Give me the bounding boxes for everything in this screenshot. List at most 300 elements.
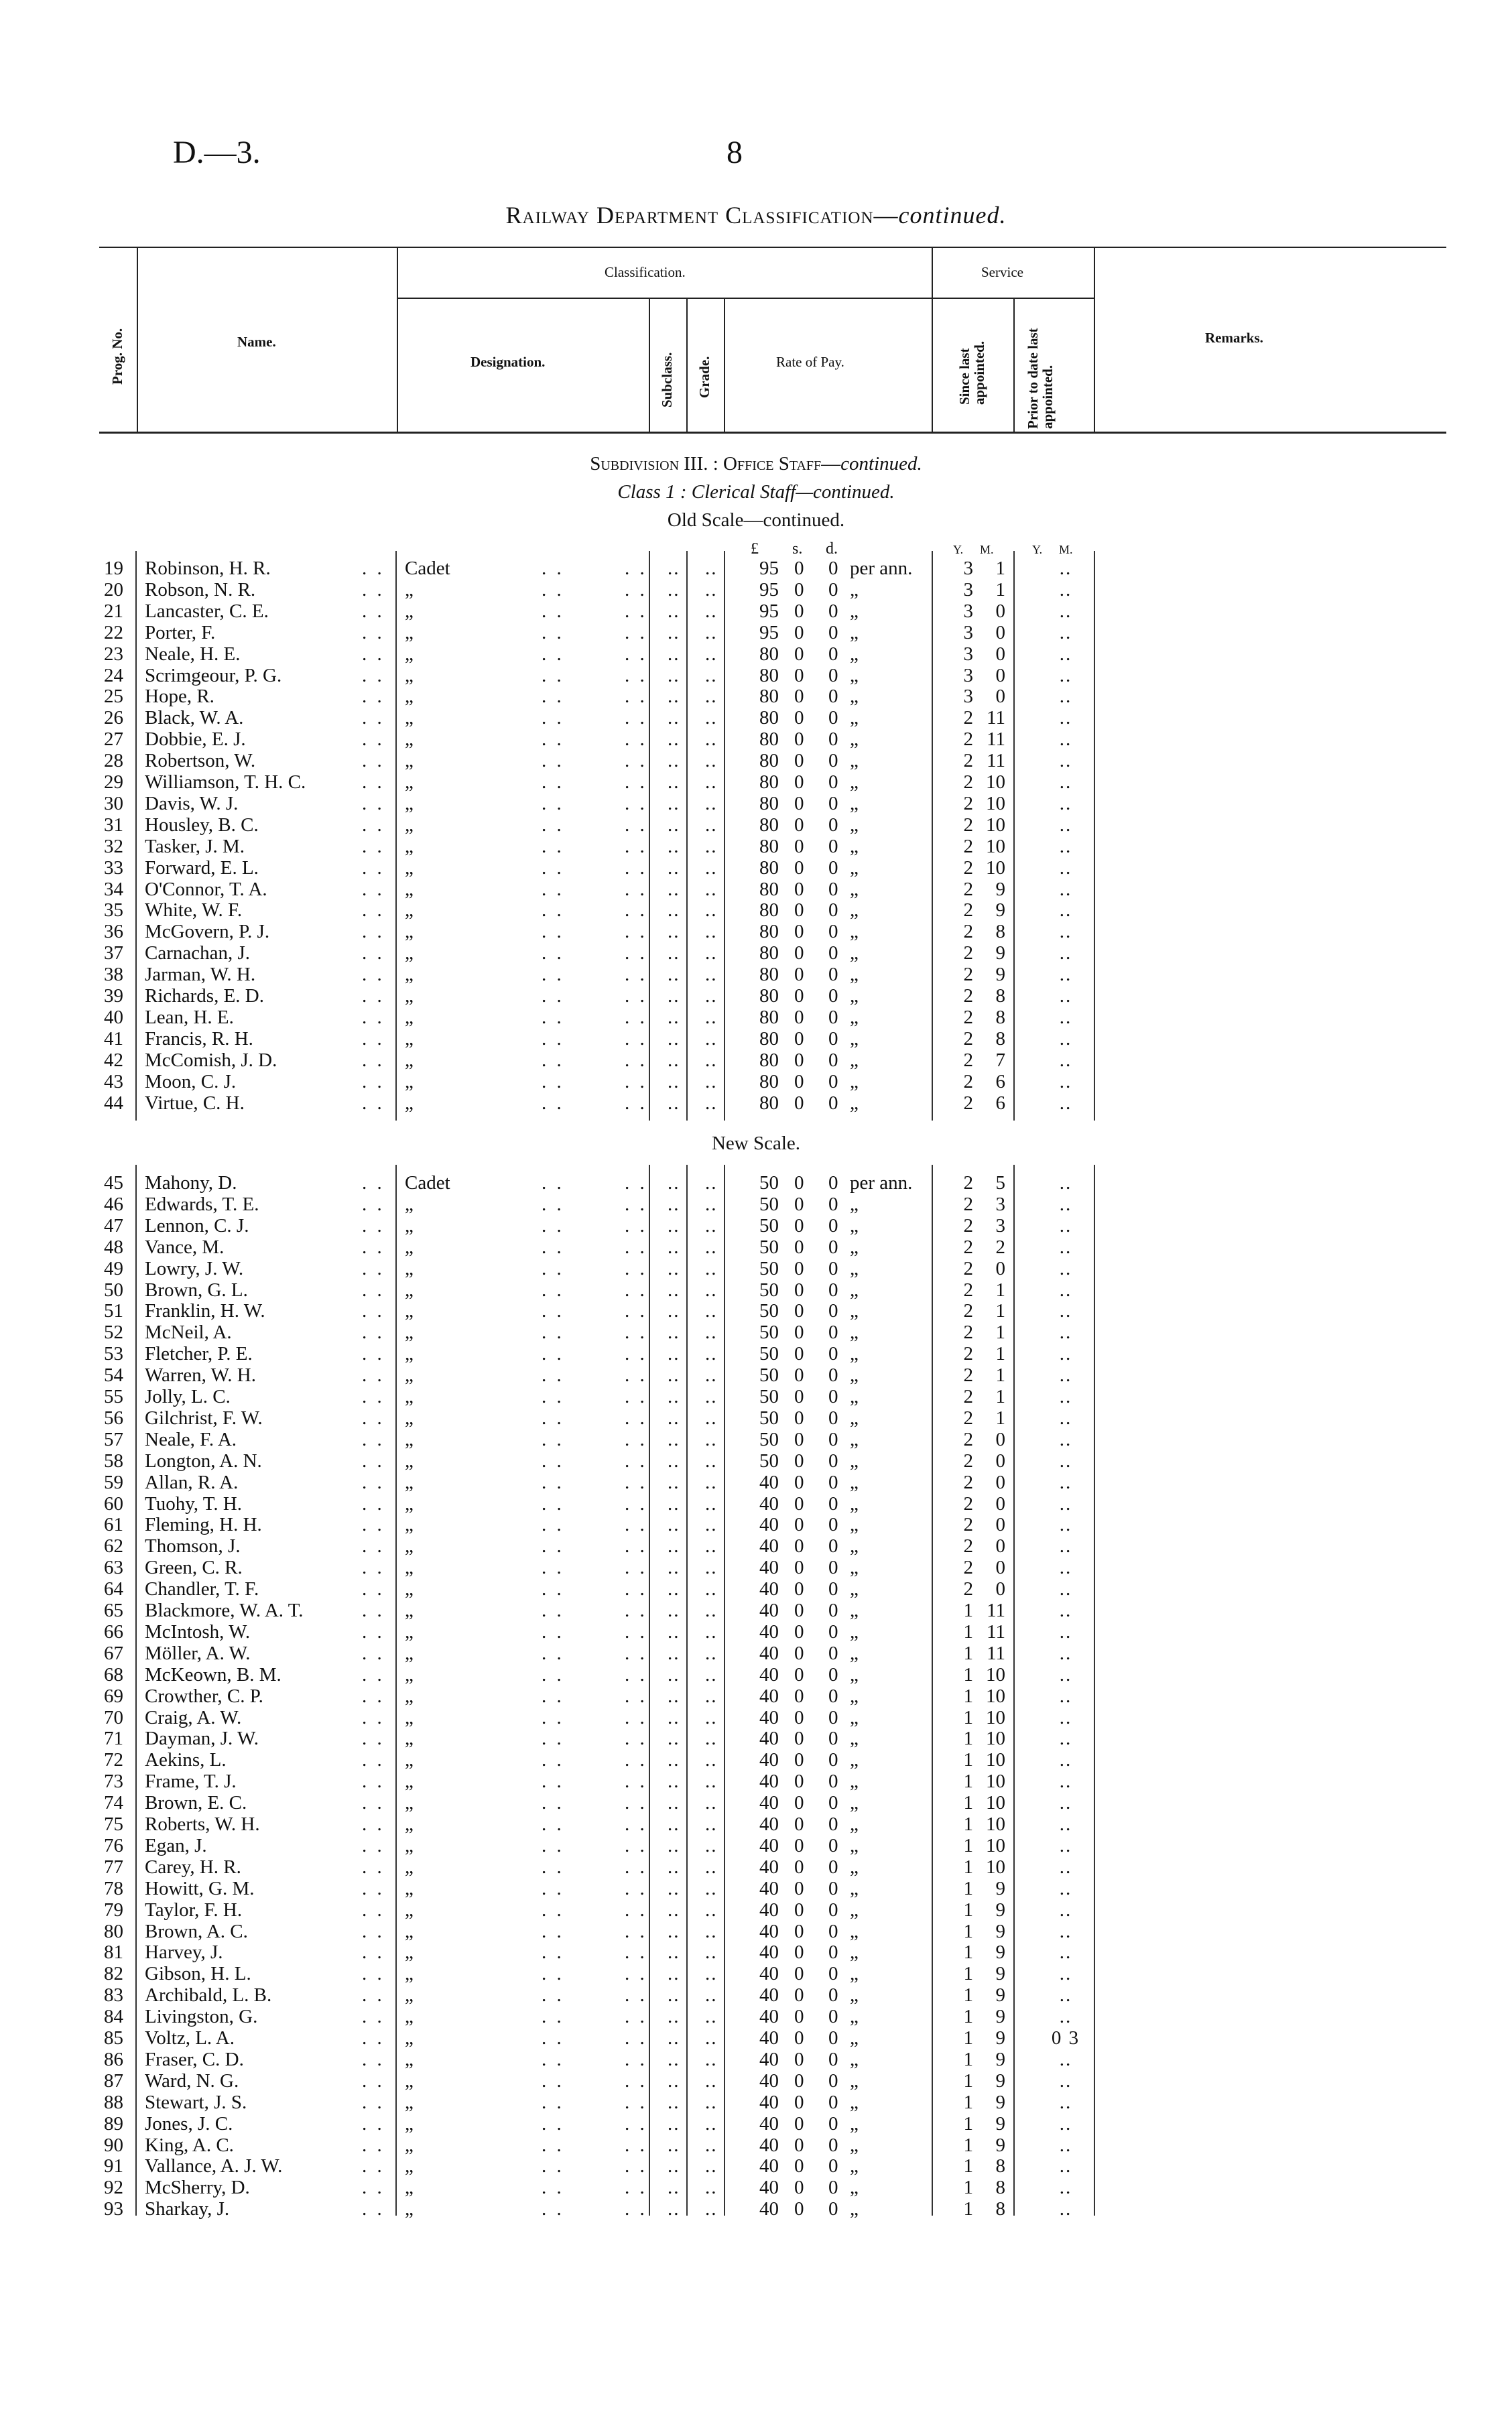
service-years: 2 [963, 707, 973, 729]
table-row [0, 1964, 1512, 1984]
leader-dots: .. [668, 600, 680, 622]
rate-pence: 0 [828, 899, 838, 922]
rate-shillings: 0 [794, 2027, 804, 2049]
prior-service: .. [1059, 1621, 1072, 1643]
prior-service: .. [1059, 1557, 1072, 1579]
prog-no: 89 [104, 2112, 123, 2135]
staff-name: Franklin, H. W. [145, 1300, 265, 1322]
service-months: 2 [995, 1236, 1005, 1258]
grade-header: Grade. [696, 356, 712, 398]
table-row [0, 1622, 1512, 1643]
leader-dots: . . [625, 686, 647, 708]
staff-name: Robson, N. R. [145, 578, 256, 600]
service-years: 1 [963, 1749, 973, 1771]
rate-shillings: 0 [794, 686, 804, 708]
staff-name: Williamson, T. H. C. [145, 771, 306, 793]
leader-dots: . . [625, 664, 647, 686]
prior-service: .. [1059, 1450, 1072, 1472]
rate-period: „ [850, 643, 859, 665]
service-years: 2 [963, 921, 973, 943]
page-title [0, 201, 1512, 229]
leader-dots: . . [362, 1600, 385, 1621]
leader-dots: .. [668, 1471, 680, 1493]
leader-dots: . . [625, 985, 647, 1007]
leader-dots: . . [625, 600, 647, 622]
staff-name: Craig, A. W. [145, 1706, 242, 1728]
rate-pence: 0 [828, 643, 838, 665]
leader-dots: .. [705, 621, 718, 643]
rate-shillings: 0 [794, 2134, 804, 2156]
designation: „ [405, 2070, 414, 2092]
prog-no: 41 [104, 1027, 123, 1050]
leader-dots: .. [705, 985, 718, 1007]
prior-service: .. [1059, 643, 1072, 665]
prog-no: 36 [104, 921, 123, 943]
rate-pounds: 40 [759, 1814, 779, 1835]
service-months: 11 [987, 728, 1005, 751]
rate-pence: 0 [828, 1386, 838, 1407]
rate-pounds: 40 [759, 1514, 779, 1536]
rate-pounds: 40 [759, 1492, 779, 1515]
service-years: 2 [963, 1450, 973, 1472]
leader-dots: . . [625, 1514, 647, 1536]
rate-period: „ [850, 1450, 859, 1472]
leader-dots: .. [705, 1006, 718, 1028]
leader-dots: . . [625, 707, 647, 729]
prior-service: .. [1059, 1006, 1072, 1028]
rate-period: „ [850, 2155, 859, 2177]
designation: „ [405, 1920, 414, 1942]
leader-dots: . . [625, 2091, 647, 2113]
leader-dots: . . [625, 2134, 647, 2156]
leader-dots: .. [668, 964, 680, 986]
staff-name: Sharkay, J. [145, 2198, 230, 2220]
leader-dots: . . [542, 664, 564, 686]
designation: „ [405, 1027, 414, 1050]
leader-dots: .. [705, 600, 718, 622]
rate-pence: 0 [828, 1685, 838, 1707]
leader-dots: .. [705, 1600, 718, 1621]
rate-pounds: 40 [759, 1877, 779, 1899]
prog-no: 29 [104, 771, 123, 793]
rate-pounds: 80 [759, 1049, 779, 1071]
prog-no: 59 [104, 1471, 123, 1493]
prog-no: 75 [104, 1814, 123, 1835]
rate-period: per ann. [850, 1172, 913, 1194]
service-months: 1 [995, 578, 1005, 600]
staff-name: Taylor, F. H. [145, 1899, 243, 1921]
leader-dots: . . [362, 1300, 385, 1322]
rate-pounds: 40 [759, 1471, 779, 1493]
designation: „ [405, 2048, 414, 2070]
service-months: 10 [986, 1706, 1005, 1728]
rate-pence: 0 [828, 2112, 838, 2135]
service-months: 1 [995, 1343, 1005, 1365]
leader-dots: .. [668, 707, 680, 729]
leader-dots: . . [625, 1557, 647, 1579]
prog-no: 78 [104, 1877, 123, 1899]
rate-period: „ [850, 1856, 859, 1878]
leader-dots: . . [625, 1600, 647, 1621]
service-years: 2 [963, 1236, 973, 1258]
service-years: 1 [963, 1877, 973, 1899]
rate-period: „ [850, 1685, 859, 1707]
service-months: 9 [995, 1920, 1005, 1942]
prog-no: 19 [104, 558, 123, 579]
leader-dots: .. [705, 1856, 718, 1878]
rate-shillings: 0 [794, 985, 804, 1007]
rate-pounds: 40 [759, 1728, 779, 1750]
leader-dots: . . [542, 1450, 564, 1472]
table-row [0, 2177, 1512, 2198]
table-row [0, 1900, 1512, 1921]
rate-shillings: 0 [794, 2155, 804, 2177]
rate-shillings: 0 [794, 1092, 804, 1114]
rate-period: „ [850, 707, 859, 729]
rate-shillings: 0 [794, 1257, 804, 1279]
rate-pence: 0 [828, 1642, 838, 1664]
leader-dots: . . [625, 1621, 647, 1643]
leader-dots: .. [668, 2091, 680, 2113]
service-years: 1 [963, 2091, 973, 2113]
staff-name: Roberts, W. H. [145, 1814, 260, 1835]
service-years: 2 [963, 750, 973, 772]
service-months: 9 [995, 1899, 1005, 1921]
leader-dots: .. [668, 2155, 680, 2177]
leader-dots: . . [362, 1492, 385, 1515]
rate-pounds: 40 [759, 1535, 779, 1558]
leader-dots: . . [362, 1049, 385, 1071]
service-months: 0 [995, 1450, 1005, 1472]
designation: „ [405, 707, 414, 729]
designation: „ [405, 1621, 414, 1643]
designation: „ [405, 985, 414, 1007]
leader-dots: .. [705, 1663, 718, 1686]
service-years: 1 [963, 2112, 973, 2135]
rate-period: „ [850, 2134, 859, 2156]
rate-shillings: 0 [794, 558, 804, 579]
rate-pounds: 80 [759, 707, 779, 729]
leader-dots: .. [668, 1006, 680, 1028]
table-row [0, 1836, 1512, 1856]
service-years: 1 [963, 1942, 973, 1964]
rate-period: „ [850, 621, 859, 643]
leader-dots: . . [625, 1407, 647, 1429]
rate-pence: 0 [828, 1049, 838, 1071]
service-years: 2 [963, 899, 973, 922]
service-years: 3 [963, 558, 973, 579]
designation: „ [405, 1578, 414, 1600]
prog-no: 30 [104, 792, 123, 814]
staff-name: Neale, H. E. [145, 643, 241, 665]
leader-dots: . . [542, 1428, 564, 1450]
leader-dots: .. [668, 1257, 680, 1279]
prog-no: 39 [104, 985, 123, 1007]
service-months: 10 [986, 771, 1005, 793]
rate-pence: 0 [828, 814, 838, 836]
service-years: 1 [963, 2198, 973, 2220]
leader-dots: . . [542, 1193, 564, 1215]
prior-service: .. [1059, 1428, 1072, 1450]
rate-shillings: 0 [794, 1492, 804, 1515]
rate-pounds: 80 [759, 728, 779, 751]
prog-no-header: Prog. No. [109, 328, 125, 385]
rate-pounds: 40 [759, 1963, 779, 1985]
rate-pence: 0 [828, 1942, 838, 1964]
leader-dots: .. [705, 558, 718, 579]
rate-pounds: 80 [759, 750, 779, 772]
title-main: Railway Department Classification— [505, 202, 899, 229]
prior-service: .. [1059, 942, 1072, 964]
leader-dots: .. [668, 1942, 680, 1964]
table-row [0, 1686, 1512, 1707]
leader-dots: . . [362, 1792, 385, 1814]
leader-dots: .. [668, 643, 680, 665]
page-header [0, 134, 1512, 188]
designation: „ [405, 1877, 414, 1899]
leader-dots: . . [542, 1049, 564, 1071]
service-months: 0 [995, 1578, 1005, 1600]
leader-dots: . . [625, 2048, 647, 2070]
rate-pence: 0 [828, 1070, 838, 1092]
rate-pence: 0 [828, 771, 838, 793]
rate-pounds: 40 [759, 1942, 779, 1964]
table-row [0, 1430, 1512, 1450]
staff-name: Gibson, H. L. [145, 1963, 251, 1985]
service-years: 2 [963, 1428, 973, 1450]
service-months: 0 [995, 1492, 1005, 1515]
table-row [0, 1643, 1512, 1664]
rate-period: „ [850, 2048, 859, 2070]
leader-dots: . . [625, 1172, 647, 1194]
leader-dots: . . [625, 856, 647, 879]
rate-pounds: 50 [759, 1428, 779, 1450]
service-years: 2 [963, 878, 973, 900]
leader-dots: .. [668, 750, 680, 772]
designation: „ [405, 2177, 414, 2199]
leader-dots: . . [542, 1386, 564, 1407]
leader-dots: . . [362, 2006, 385, 2028]
leader-dots: . . [542, 1963, 564, 1985]
rate-pence: 0 [828, 1492, 838, 1515]
table-row [0, 1408, 1512, 1429]
rate-pence: 0 [828, 2177, 838, 2199]
rate-shillings: 0 [794, 2112, 804, 2135]
service-years: 3 [963, 621, 973, 643]
rate-shillings: 0 [794, 600, 804, 622]
leader-dots: . . [362, 2177, 385, 2199]
leader-dots: . . [542, 1172, 564, 1194]
table-row [0, 665, 1512, 686]
leader-dots: . . [625, 1386, 647, 1407]
rate-pence: 0 [828, 2091, 838, 2113]
leader-dots: . . [362, 1685, 385, 1707]
leader-dots: . . [362, 750, 385, 772]
leader-dots: .. [668, 1343, 680, 1365]
leader-dots: .. [705, 750, 718, 772]
leader-dots: .. [668, 899, 680, 922]
rate-shillings: 0 [794, 1578, 804, 1600]
leader-dots: .. [705, 1492, 718, 1515]
prior-service: .. [1059, 1257, 1072, 1279]
leader-dots: . . [542, 1984, 564, 2007]
leader-dots: . . [625, 1877, 647, 1899]
staff-name: Voltz, L. A. [145, 2027, 235, 2049]
leader-dots: . . [542, 921, 564, 943]
leader-dots: . . [542, 2027, 564, 2049]
leader-dots: . . [625, 1963, 647, 1985]
leader-dots: .. [705, 1834, 718, 1856]
prior-service: .. [1059, 921, 1072, 943]
rate-pounds: 50 [759, 1300, 779, 1322]
rate-shillings: 0 [794, 1407, 804, 1429]
service-years: 1 [963, 1963, 973, 1985]
leader-dots: .. [705, 1279, 718, 1301]
service-years: 3 [963, 578, 973, 600]
rate-period: „ [850, 942, 859, 964]
staff-name: Robertson, W. [145, 750, 256, 772]
rate-pence: 0 [828, 2006, 838, 2028]
table-row [0, 1365, 1512, 1386]
staff-name: Green, C. R. [145, 1557, 243, 1579]
designation: „ [405, 1642, 414, 1664]
prog-no: 21 [104, 600, 123, 622]
staff-name: Carnachan, J. [145, 942, 251, 964]
table-row [0, 772, 1512, 793]
rate-pence: 0 [828, 1450, 838, 1472]
prog-no: 90 [104, 2134, 123, 2156]
leader-dots: .. [668, 1771, 680, 1793]
table-row [0, 1216, 1512, 1236]
service-months: 11 [987, 1642, 1005, 1664]
prog-no: 77 [104, 1856, 123, 1878]
service-months: 9 [995, 2134, 1005, 2156]
leader-dots: .. [668, 686, 680, 708]
leader-dots: .. [668, 814, 680, 836]
service-years: 1 [963, 1856, 973, 1878]
leader-dots: . . [542, 1706, 564, 1728]
leader-dots: . . [625, 750, 647, 772]
service-years: 2 [963, 1006, 973, 1028]
rate-pence: 0 [828, 1600, 838, 1621]
leader-dots: . . [542, 707, 564, 729]
designation: „ [405, 2112, 414, 2135]
rate-period: „ [850, 856, 859, 879]
designation: „ [405, 771, 414, 793]
leader-dots: . . [625, 1257, 647, 1279]
rate-shillings: 0 [794, 1471, 804, 1493]
rate-pounds: 80 [759, 856, 779, 879]
leader-dots: .. [668, 2134, 680, 2156]
leader-dots: . . [362, 2134, 385, 2156]
rate-period: „ [850, 1049, 859, 1071]
leader-dots: . . [542, 1322, 564, 1344]
table-row [0, 1793, 1512, 1814]
prog-no: 61 [104, 1514, 123, 1536]
leader-dots: . . [362, 985, 385, 1007]
rate-shillings: 0 [794, 1386, 804, 1407]
service-years: 2 [963, 1514, 973, 1536]
prog-no: 91 [104, 2155, 123, 2177]
rate-pounds: 80 [759, 942, 779, 964]
leader-dots: . . [542, 1600, 564, 1621]
rate-pounds: 50 [759, 1172, 779, 1194]
service-months: 1 [995, 1279, 1005, 1301]
leader-dots: .. [705, 578, 718, 600]
leader-dots: .. [705, 664, 718, 686]
designation: „ [405, 686, 414, 708]
rate-period: „ [850, 1471, 859, 1493]
prog-no: 71 [104, 1728, 123, 1750]
rate-shillings: 0 [794, 1279, 804, 1301]
leader-dots: .. [668, 1300, 680, 1322]
leader-dots: .. [705, 1364, 718, 1387]
service-months: 1 [995, 1300, 1005, 1322]
title-continued: continued. [898, 202, 1007, 229]
service-months: 9 [995, 1942, 1005, 1964]
leader-dots: . . [542, 2198, 564, 2220]
leader-dots: . . [542, 2155, 564, 2177]
rate-shillings: 0 [794, 2091, 804, 2113]
designation: „ [405, 1600, 414, 1621]
rate-shillings: 0 [794, 1834, 804, 1856]
leader-dots: .. [705, 771, 718, 793]
designation: „ [405, 1535, 414, 1558]
leader-dots: .. [668, 2112, 680, 2135]
service-months: 9 [995, 2070, 1005, 2092]
leader-dots: .. [668, 1963, 680, 1985]
designation: „ [405, 2134, 414, 2156]
designation: Cadet [405, 1172, 450, 1194]
prog-no: 45 [104, 1172, 123, 1194]
leader-dots: .. [705, 1557, 718, 1579]
rate-period: „ [850, 1214, 859, 1236]
service-years: 1 [963, 1728, 973, 1750]
rate-pence: 0 [828, 942, 838, 964]
rate-shillings: 0 [794, 1706, 804, 1728]
leader-dots: . . [625, 2177, 647, 2199]
rate-pounds: 40 [759, 1621, 779, 1643]
rate-period: „ [850, 1492, 859, 1515]
leader-dots: .. [705, 964, 718, 986]
leader-dots: . . [542, 1834, 564, 1856]
rate-pence: 0 [828, 1834, 838, 1856]
leader-dots: . . [542, 621, 564, 643]
service-months: 9 [995, 2112, 1005, 2135]
rate-pounds: 40 [759, 1749, 779, 1771]
rate-period: „ [850, 1514, 859, 1536]
rate-pounds: 40 [759, 1557, 779, 1579]
leader-dots: .. [668, 2070, 680, 2092]
rate-period: „ [850, 2070, 859, 2092]
rate-shillings: 0 [794, 814, 804, 836]
designation: „ [405, 1557, 414, 1579]
prog-no: 20 [104, 578, 123, 600]
leader-dots: . . [362, 1642, 385, 1664]
leader-dots: . . [542, 2048, 564, 2070]
leader-dots: . . [625, 878, 647, 900]
rate-shillings: 0 [794, 664, 804, 686]
leader-dots: . . [542, 1578, 564, 1600]
subdivision-heading: Subdivision III. : Office Staff—continued. [590, 453, 922, 474]
table-row [0, 558, 1512, 579]
rate-period: „ [850, 835, 859, 857]
table-row [0, 2156, 1512, 2177]
leader-dots: . . [542, 1471, 564, 1493]
service-months: 1 [995, 1364, 1005, 1387]
leader-dots: . . [625, 2027, 647, 2049]
staff-name: Aekins, L. [145, 1749, 227, 1771]
